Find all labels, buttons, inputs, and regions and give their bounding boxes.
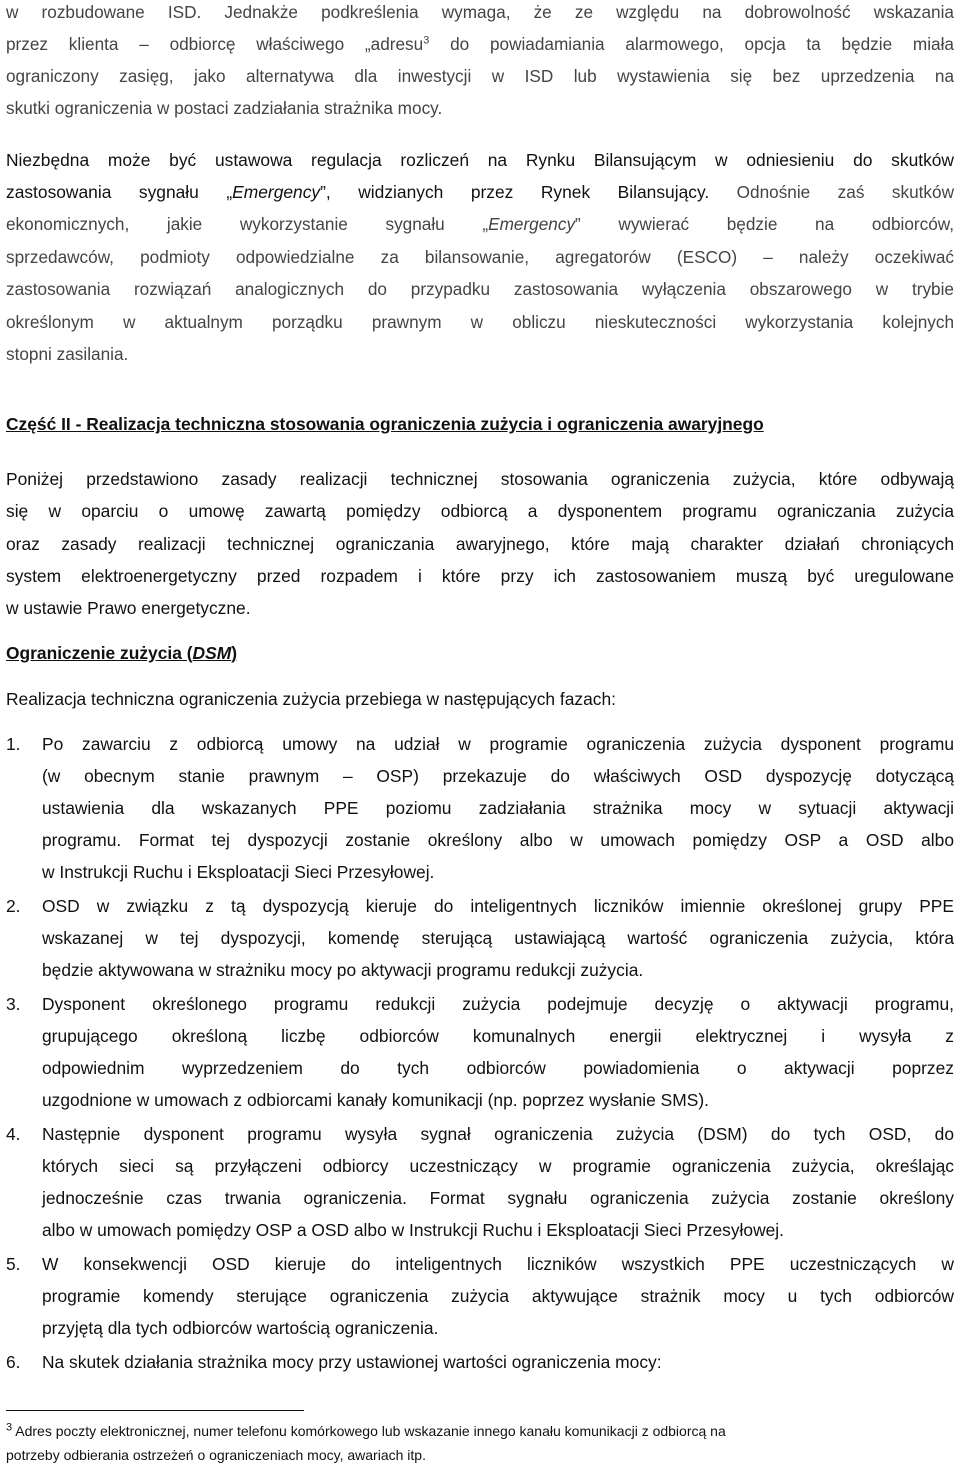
list-item-line: W konsekwencji OSD kieruje do inteligentnych liczników wszystkich PPE uczestniczących w <box>42 1254 954 1274</box>
list-item-line: uzgodnione w umowach z odbiorcami kanały komunikacji (np. poprzez wysłanie SMS). <box>42 1090 709 1110</box>
list-item-line: Następnie dysponent programu wysyła sygnał ograniczenia zużycia (DSM) do tych OSD, do <box>42 1124 954 1144</box>
list-number: 1. <box>6 734 21 754</box>
list-number: 2. <box>6 896 21 916</box>
list-item-line: OSD w związku z tą dyspozycją kieruje do inteligentnych liczników imiennie określonej grupy PPE <box>42 896 954 916</box>
footnote-line: $^3$ Adres poczty elektronicznej, numer telefonu komórkowego lub wskazanie innego kanału komunikacji z odbiorcą na <box>6 1421 726 1439</box>
paragraph-2-line: sprzedawców, podmioty odpowiedzialne za bilansowanie, agregatorów (ESCO) – należy oczekiwać <box>6 247 954 267</box>
list-item-line: w Instrukcji Ruchu i Eksploatacji Sieci Przesyłowej. <box>42 862 435 882</box>
list-item-line: Na skutek działania strażnika mocy przy ustawionej wartości ograniczenia mocy: <box>42 1352 662 1372</box>
paragraph-3-line: w ustawie Prawo energetyczne. <box>6 598 251 618</box>
paragraph-2-line: zastosowania rozwiązań analogicznych do przypadku zastosowania wyłączenia obszarowego w trybie <box>6 279 954 299</box>
paragraph-2-line: Niezbędna może być ustawowa regulacja rozliczeń na Rynku Bilansującym w odniesieniu do skutków <box>6 150 954 170</box>
paragraph-3-line: system elektroenergetyczny przed rozpadem i które przy ich zastosowaniem muszą być uregulowane <box>6 566 954 586</box>
footnote-separator <box>6 1410 304 1411</box>
footnote-mark: 3 <box>6 1421 13 1434</box>
list-item-line: grupującego określoną liczbę odbiorców komunalnych energii elektrycznej i wysyła z <box>42 1026 954 1046</box>
paragraph-1-line: ograniczony zasięg, jako alternatywa dla inwestycji w ISD lub wystawienia się bez uprzedzenia na <box>6 66 954 86</box>
list-item-line: Dysponent określonego programu redukcji zużycia podejmuje decyzję o aktywacji programu, <box>42 994 954 1014</box>
list-item-line: będzie aktywowana w strażniku mocy po aktywacji programu redukcji zużycia. <box>42 960 644 980</box>
list-number: 5. <box>6 1254 21 1274</box>
subheading-dsm: Ograniczenie zużycia (DSM) <box>6 643 237 663</box>
paragraph-3-line: Poniżej przedstawiono zasady realizacji technicznej stosowania ograniczenia zużycia, które odbywają <box>6 469 954 489</box>
intro-line: Realizacja techniczna ograniczenia zużycia przebiega w następujących fazach: <box>6 689 616 709</box>
paragraph-1-line: w rozbudowane ISD. Jednakże podkreślenia wymaga, że ze względu na dobrowolność wskazania <box>6 2 954 22</box>
list-item-line: (w obecnym stanie prawnym – OSP) przekazuje do właściwych OSD dyspozycję dotyczącą <box>42 766 954 786</box>
list-item-line: wskazanej w tej dyspozycji, komendę sterującą ustawiającą wartość ograniczenia zużycia, która <box>42 928 954 948</box>
footnote-line: potrzeby odbierania ostrzeżeń o ograniczeniach mocy, awariach itp. <box>6 1447 426 1463</box>
list-item-line: albo w umowach pomiędzy OSP a OSD albo w Instrukcji Ruchu i Eksploatacji Sieci Przesyłowej. <box>42 1220 784 1240</box>
list-item-line: odpowiednim wyprzedzeniem do tych odbiorców powiadomienia o aktywacji poprzez <box>42 1058 954 1078</box>
list-number: 3. <box>6 994 21 1014</box>
list-item-line: przyjętą dla tych odbiorców wartością ograniczenia. <box>42 1318 439 1338</box>
list-item-line: których sieci są przyłączeni odbiorcy uczestniczący w programie ograniczenia zużycia, określając <box>42 1156 954 1176</box>
paragraph-1-line: skutki ograniczenia w postaci zadziałania strażnika mocy. <box>6 98 443 118</box>
footnote-ref: 3 <box>423 34 430 47</box>
list-item-line: programu. Format tej dyspozycji zostanie określony albo w umowach pomiędzy OSP a OSD albo <box>42 830 954 850</box>
list-item-line: ustawienia dla wskazanych PPE poziomu zadziałania strażnika mocy w sytuacji aktywacji <box>42 798 954 818</box>
list-item-line: Po zawarciu z odbiorcą umowy na udział w programie ograniczenia zużycia dysponent programu <box>42 734 954 754</box>
list-number: 6. <box>6 1352 21 1372</box>
section-heading: Część II - Realizacja techniczna stosowania ograniczenia zużycia i ograniczenia awaryjnego <box>6 414 764 434</box>
list-item-line: programie komendy sterujące ograniczenia zużycia aktywujące strażnik mocy u tych odbiorców <box>42 1286 954 1306</box>
paragraph-3-line: się w oparciu o umowę zawartą pomiędzy odbiorcą a dysponentem programu ograniczania zużycia <box>6 501 954 521</box>
paragraph-2-line: ekonomicznych, jakie wykorzystanie sygnału „Emergency” wywierać będzie na odbiorców, <box>6 214 954 234</box>
paragraph-1-line: przez klienta – odbiorcę właściwego „adresu$^3$ do powiadamiania alarmowego, opcja ta będzie miała <box>6 34 954 54</box>
list-number: 4. <box>6 1124 21 1144</box>
paragraph-2-line: określonym w aktualnym porządku prawnym w obliczu nieskuteczności wykorzystania kolejnych <box>6 312 954 332</box>
paragraph-3-line: oraz zasady realizacji technicznej ograniczania awaryjnego, które mają charakter działań chroniących <box>6 534 954 554</box>
list-item-line: jednocześnie czas trwania ograniczenia. Format sygnału ograniczenia zużycia zostanie określony <box>42 1188 954 1208</box>
paragraph-2-line: stopni zasilania. <box>6 344 129 364</box>
paragraph-2-line: zastosowania sygnału „Emergency”, widzianych przez Rynek Bilansujący. Odnośnie zaś skutków <box>6 182 954 202</box>
